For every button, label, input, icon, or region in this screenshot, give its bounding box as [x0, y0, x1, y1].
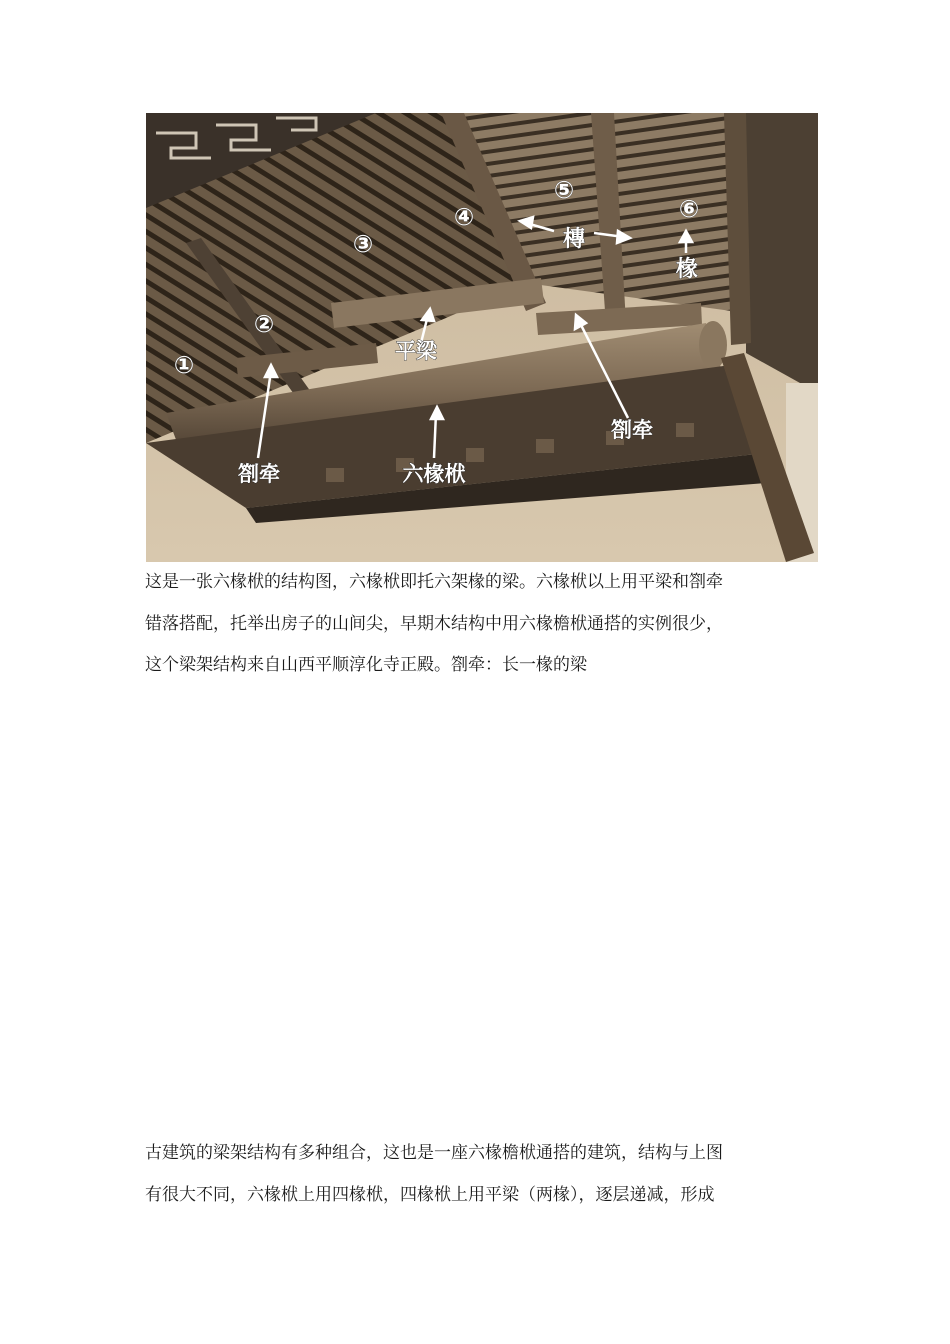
label-num-1: ①: [173, 351, 195, 379]
label-tie-beam-left: 劄牵: [238, 462, 280, 486]
paragraph-beam-combinations: [145, 1133, 805, 1216]
label-flat-beam: 平梁: [395, 339, 437, 363]
roof-structure-illustration: [146, 113, 818, 562]
paragraph-line: 这是一张六椽栿的结构图，六椽栿即托六架椽的梁。六椽栿以上用平梁和劄牵: [145, 572, 723, 592]
label-rafter: 椽: [675, 257, 699, 282]
paragraph-line: 这个梁架结构来自山西平顺淳化寺正殿。劄牵：长一椽的梁: [145, 655, 587, 675]
paragraph-line: 古建筑的梁架结构有多种组合，这也是一座六椽檐栿通搭的建筑，结构与上图: [145, 1143, 723, 1163]
label-six-rafter-beam: 六椽栿: [402, 462, 466, 486]
label-num-2: ②: [253, 310, 275, 338]
right-gable-wall: [746, 113, 818, 393]
label-tie-beam-right: 劄牵: [611, 418, 653, 442]
label-purlin: 槫: [562, 227, 586, 252]
paragraph-line: 有很大不同，六椽栿上用四椽栿，四椽栿上用平梁（两椽），逐层递减，形成: [145, 1184, 715, 1205]
roof-structure-photo: [146, 113, 818, 562]
paragraph-line: 错落搭配，托举出房子的山间尖，早期木结构中用六椽檐栿通搭的实例很少，: [145, 613, 723, 634]
paragraph-six-rafter-beam: [145, 562, 805, 687]
label-num-3: ③: [352, 230, 374, 258]
label-num-4: ④: [453, 203, 475, 231]
label-num-5: ⑤: [553, 176, 575, 204]
label-num-6: ⑥: [678, 195, 700, 223]
